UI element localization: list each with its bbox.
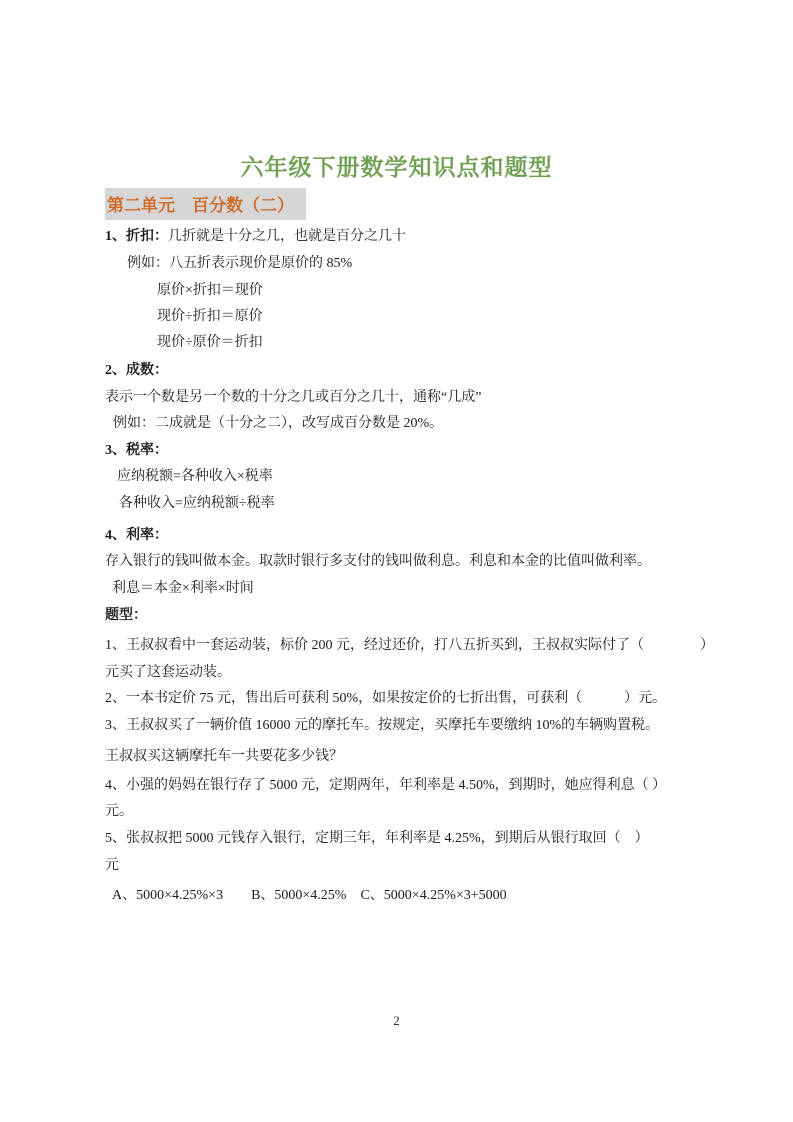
- note-interest-label: 4、利率：: [105, 528, 168, 543]
- note-tax-formula-1: 应纳税额=各种收入×税率: [117, 469, 273, 484]
- note-discount-formula-1: 原价×折扣＝现价: [157, 283, 263, 298]
- page-number: 2: [393, 1013, 400, 1028]
- problem-4-line-2: 元。: [105, 804, 133, 819]
- note-discount-heading: [105, 228, 406, 246]
- note-chengshu-example: 例如：二成就是（十分之二），改写成百分数是 20%。: [113, 416, 444, 431]
- note-tax-label: 3、税率：: [105, 443, 168, 458]
- note-discount-label: 1、折扣：: [105, 229, 168, 244]
- note-discount-example: 例如：八五折表示现价是原价的 85%: [127, 256, 353, 271]
- problem-1-line-1: 1、王叔叔看中一套运动装，标价 200 元，经过还价，打八五折买到，王叔叔实际付了（ ）: [105, 638, 714, 653]
- problem-3-line-2: 王叔叔买这辆摩托车一共要花多少钱？: [105, 749, 343, 764]
- page-title: 六年级下册数学知识点和题型: [240, 154, 553, 180]
- note-interest-formula: 利息＝本金×利率×时间: [112, 581, 254, 596]
- problem-1-line-2: 元买了这套运动装。: [105, 665, 231, 680]
- problem-5-line-2: 元: [105, 858, 119, 873]
- note-discount-text: 几折就是十分之几，也就是百分之几十: [168, 229, 406, 244]
- problem-5-options: A、5000×4.25%×3 B、5000×4.25% C、5000×4.25%×3+5000: [112, 888, 507, 903]
- note-chengshu-definition: 表示一个数是另一个数的十分之几或百分之几十，通称“几成”: [105, 390, 482, 405]
- section-header: 第二单元 百分数（二）: [105, 188, 306, 220]
- note-interest-definition: 存入银行的钱叫做本金。取款时银行多支付的钱叫做利息。利息和本金的比值叫做利率。: [105, 554, 651, 569]
- note-discount-formula-3: 现价÷原价＝折扣: [157, 335, 263, 350]
- problems-label: 题型：: [105, 608, 147, 623]
- problem-4-line-1: 4、小强的妈妈在银行存了 5000 元，定期两年，年利率是 4.50%，到期时，她应得利息（ ）: [105, 778, 667, 793]
- note-discount-formula-2: 现价÷折扣＝原价: [157, 309, 263, 324]
- problem-5-line-1: 5、张叔叔把 5000 元钱存入银行，定期三年，年利率是 4.25%，到期后从银行取回（ ）: [105, 831, 649, 846]
- problem-2: 2、一本书定价 75 元，售出后可获利 50%，如果按定价的七折出售，可获利（ ）元。: [105, 691, 667, 706]
- note-chengshu-label: 2、成数：: [105, 363, 168, 378]
- note-tax-formula-2: 各种收入=应纳税额÷税率: [119, 496, 275, 511]
- problem-3-line-1: 3、王叔叔买了一辆价值 16000 元的摩托车。按规定，买摩托车要缴纳 10%的车辆购置税。: [105, 718, 660, 733]
